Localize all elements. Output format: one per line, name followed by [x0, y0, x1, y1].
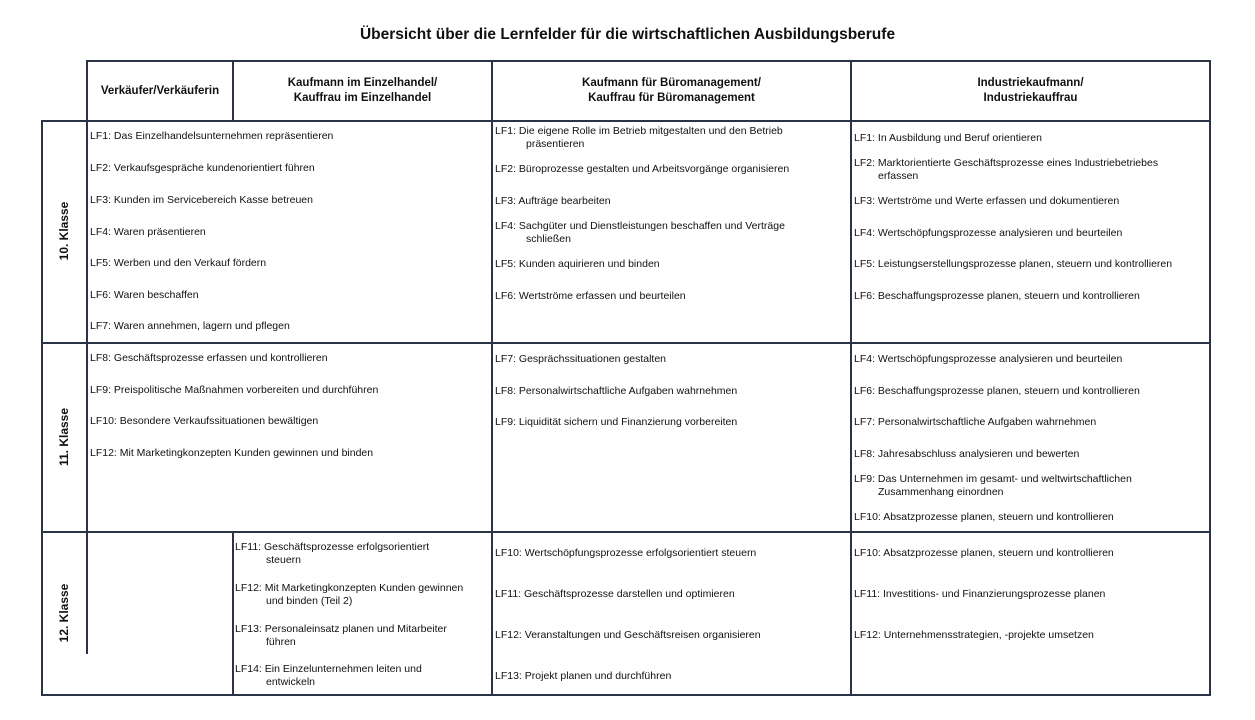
list-item: LF12: Mit Marketingkonzepten Kunden gewinnen und binden (Teil 2): [235, 582, 464, 607]
list-item: LF10: Wertschöpfungsprozesse erfolgsorientiert steuern: [495, 547, 757, 559]
list-item: LF6: Wertströme erfassen und beurteilen: [495, 290, 686, 302]
list-item: LF8: Geschäftsprozesse erfassen und kontrollieren: [90, 352, 328, 364]
page-title: Übersicht über die Lernfelder für die wirtschaftlichen Ausbildungsberufe: [359, 26, 896, 43]
list-item: LF2: Büroprozesse gestalten und Arbeitsvorgänge organisieren: [495, 163, 790, 175]
list-item: LF8: Jahresabschluss analysieren und bewerten: [854, 448, 1080, 460]
header-verkaeufer: Verkäufer/Verkäuferin: [100, 84, 220, 97]
list-item: LF10: Absatzprozesse planen, steuern und kontrollieren: [854, 511, 1114, 523]
list-item: LF11: Investitions- und Finanzierungsprozesse planen: [854, 588, 1106, 600]
list-item: LF2: Marktorientierte Geschäftsprozesse eines Industriebetriebes erfassen: [854, 157, 1159, 182]
list-item: LF5: Leistungserstellungsprozesse planen, steuern und kontrollieren: [854, 258, 1173, 270]
list-item: LF9: Preispolitische Maßnahmen vorbereiten und durchführen: [90, 384, 379, 396]
list-item: LF6: Waren beschaffen: [90, 289, 199, 301]
list-item: LF1: Das Einzelhandelsunternehmen repräsentieren: [90, 130, 334, 142]
list-item: LF3: Wertströme und Werte erfassen und dokumentieren: [854, 195, 1120, 207]
list-item: LF7: Personalwirtschaftliche Aufgaben wahrnehmen: [854, 416, 1097, 428]
grade-label-12: 12. Klasse: [57, 583, 71, 643]
list-item: LF6: Beschaffungsprozesse planen, steuern und kontrollieren: [854, 290, 1140, 302]
list-item: LF7: Waren annehmen, lagern und pflegen: [90, 320, 290, 332]
list-item: LF2: Verkaufsgespräche kundenorientiert führen: [90, 162, 315, 174]
list-item: LF3: Kunden im Servicebereich Kasse betreuen: [90, 194, 313, 206]
list-item: LF5: Kunden aquirieren und binden: [495, 258, 660, 270]
list-item: LF7: Gesprächssituationen gestalten: [495, 353, 667, 365]
list-item: LF9: Das Unternehmen im gesamt- und weltwirtschaftlichen Zusammenhang einordnen: [854, 473, 1132, 498]
header-buero: Kaufmann für Büromanagement/ Kauffrau für Büromanagement: [582, 77, 761, 104]
list-item: LF12: Unternehmensstrategien, -projekte umsetzen: [854, 629, 1094, 641]
list-item: LF4: Waren präsentieren: [90, 226, 206, 238]
list-item: LF1: In Ausbildung und Beruf orientieren: [854, 132, 1042, 144]
grade-label-11: 11. Klasse: [57, 407, 71, 467]
list-item: LF9: Liquidität sichern und Finanzierung vorbereiten: [495, 416, 738, 428]
list-item: LF14: Ein Einzelunternehmen leiten und entwickeln: [235, 663, 422, 688]
list-item: LF6: Beschaffungsprozesse planen, steuern und kontrollieren: [854, 385, 1140, 397]
list-item: LF13: Projekt planen und durchführen: [495, 670, 672, 682]
list-item: LF11: Geschäftsprozesse erfolgsorientiert steuern: [235, 541, 430, 566]
list-item: LF10: Absatzprozesse planen, steuern und kontrollieren: [854, 547, 1114, 559]
list-item: LF4: Wertschöpfungsprozesse analysieren und beurteilen: [854, 227, 1123, 239]
list-item: LF13: Personaleinsatz planen und Mitarbeiter führen: [235, 623, 447, 648]
list-item: LF4: Sachgüter und Dienstleistungen beschaffen und Verträge schließen: [495, 220, 785, 245]
list-item: LF10: Besondere Verkaufssituationen bewältigen: [90, 415, 319, 427]
list-item: LF12: Veranstaltungen und Geschäftsreisen organisieren: [495, 629, 761, 641]
list-item: LF3: Aufträge bearbeiten: [495, 195, 611, 207]
list-item: LF12: Mit Marketingkonzepten Kunden gewinnen und binden: [90, 447, 374, 459]
list-item: LF4: Wertschöpfungsprozesse analysieren und beurteilen: [854, 353, 1123, 365]
list-item: LF1: Die eigene Rolle im Betrieb mitgestalten und den Betrieb präsentieren: [495, 125, 783, 150]
header-industrie: Industriekaufmann/ Industriekauffrau: [977, 77, 1084, 104]
list-item: LF11: Geschäftsprozesse darstellen und optimieren: [495, 588, 735, 600]
list-item: LF5: Werben und den Verkauf fördern: [90, 257, 267, 269]
header-einzelhandel: Kaufmann im Einzelhandel/ Kauffrau im Einzelhandel: [287, 77, 438, 104]
grade-label-10: 10. Klasse: [57, 201, 71, 261]
list-item: LF8: Personalwirtschaftliche Aufgaben wahrnehmen: [495, 385, 738, 397]
